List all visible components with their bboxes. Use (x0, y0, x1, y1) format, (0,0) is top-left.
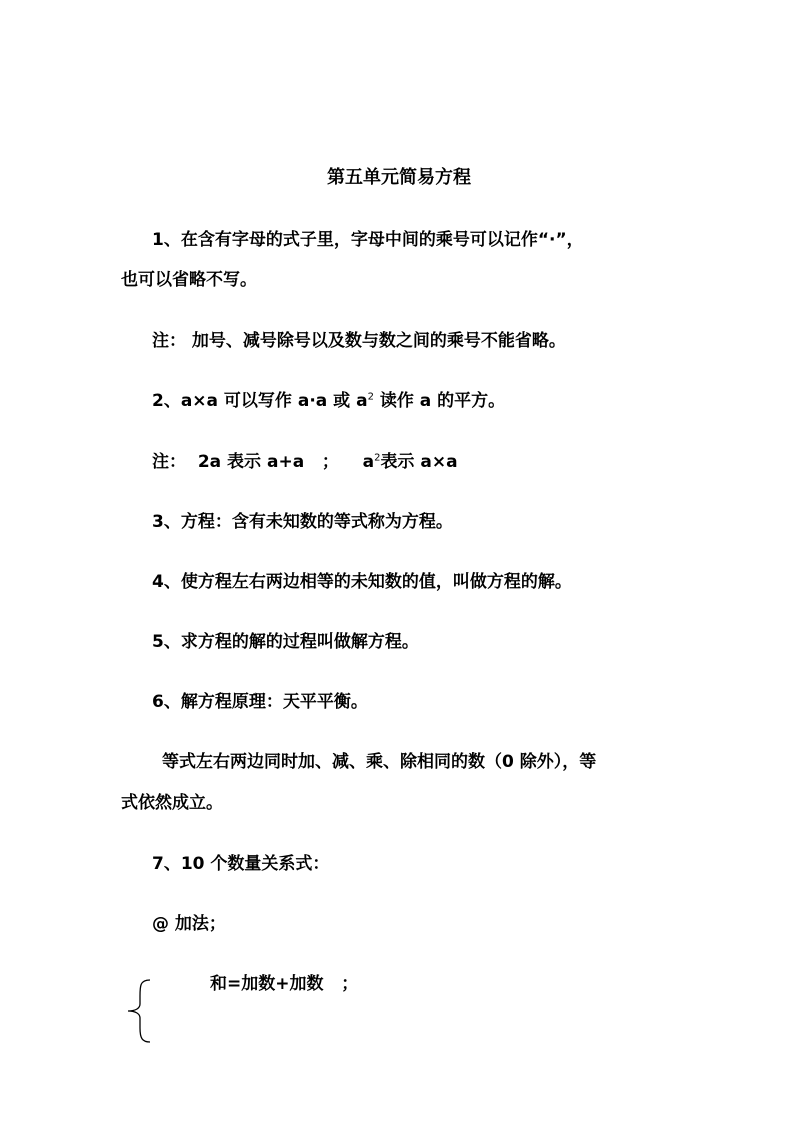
note-2-part-a: 注： 2a 表示 a+a ； a (152, 452, 375, 472)
formula-sum: 和=加数+加数 ； (210, 974, 359, 994)
left-brace-icon (120, 978, 160, 1044)
paragraph-3: 3、方程：含有未知数的等式称为方程。 (152, 512, 453, 532)
paragraph-6-detail-line-1: 等式左右两边同时加、减、乘、除相同的数（0 除外），等 (162, 752, 597, 772)
paragraph-2-superscript: 2 (367, 391, 374, 403)
addition-heading: @ 加法； (152, 914, 226, 934)
document-title: 第五单元简易方程 (327, 167, 471, 188)
paragraph-6-detail-line-2: 式依然成立。 (121, 793, 223, 813)
paragraph-2 (152, 389, 505, 413)
paragraph-7: 7、10 个数量关系式： (152, 854, 330, 874)
note-2-superscript: 2 (374, 452, 381, 464)
paragraph-1-line-1: 1、在含有字母的式子里，字母中间的乘号可以记作“·”， (152, 230, 584, 250)
paragraph-2-prefix: 2、a×a 可以写作 a·a 或 a (152, 391, 368, 411)
note-1: 注： 加号、减号除号以及数与数之间的乘号不能省略。 (152, 331, 566, 351)
paragraph-5: 5、求方程的解的过程叫做解方程。 (152, 632, 419, 652)
note-2-part-b: 表示 a×a (380, 452, 458, 472)
paragraph-4: 4、使方程左右两边相等的未知数的值，叫做方程的解。 (152, 572, 572, 592)
paragraph-2-suffix: 读作 a 的平方。 (373, 391, 506, 411)
note-2 (152, 450, 458, 474)
paragraph-1-line-2: 也可以省略不写。 (121, 270, 257, 290)
paragraph-6: 6、解方程原理：天平平衡。 (152, 692, 368, 712)
